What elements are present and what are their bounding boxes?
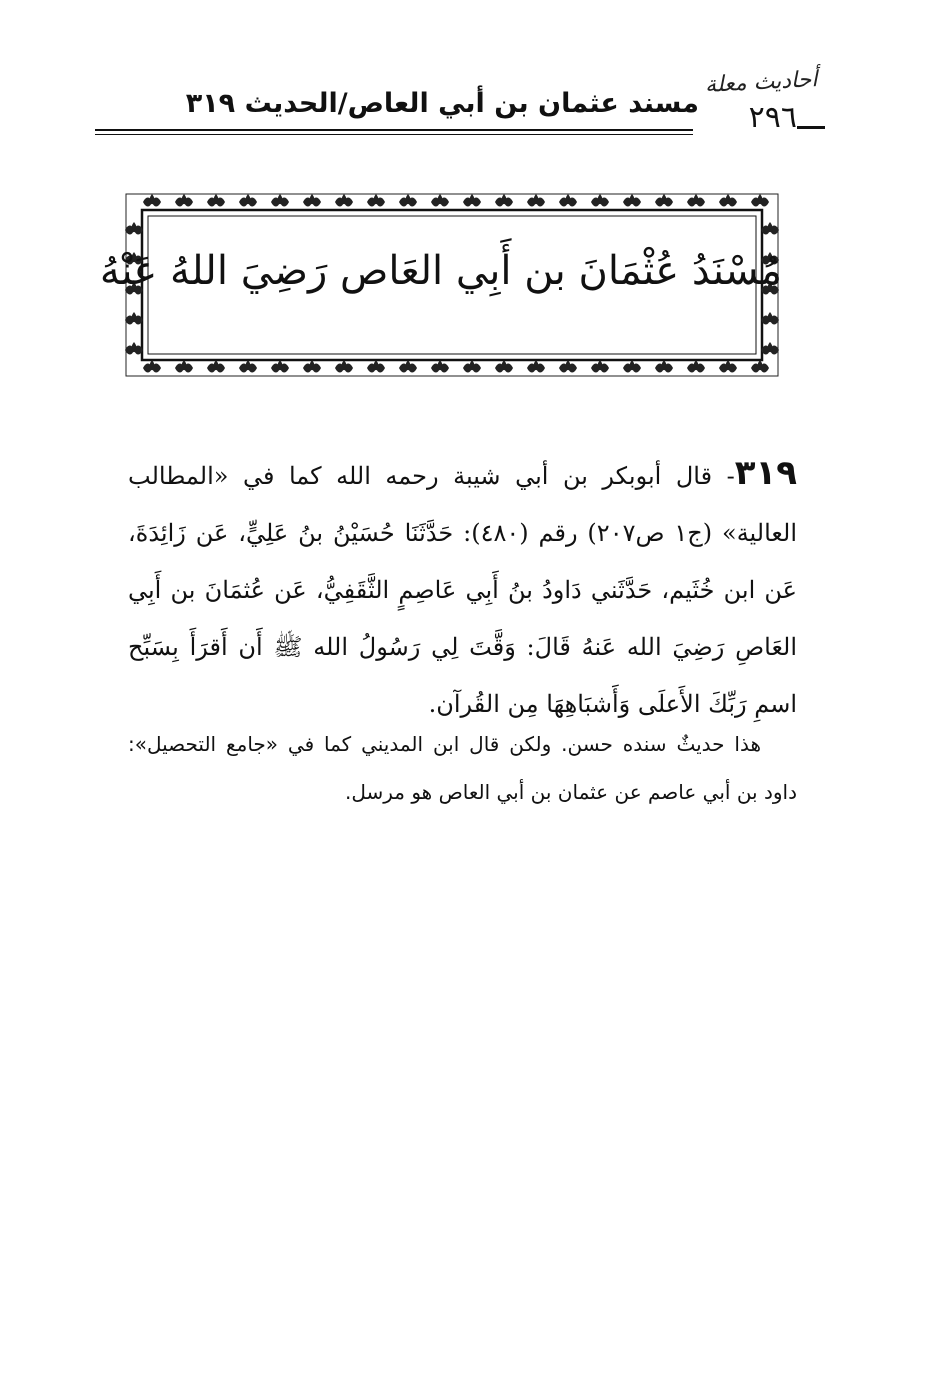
grading-paragraph xyxy=(128,720,797,816)
section-title: مُسْنَدُ عُثْمَانَ بن أَبِي العَاص رَضِيَ اللهُ عَنْهُ xyxy=(99,248,782,294)
ornamental-frame xyxy=(99,190,782,380)
running-title: مسند عثمان بن أبي العاص/الحديث ٣١٩ xyxy=(185,88,699,119)
hadith-text: قال أبوبكر بن أبي شيبة رحمه الله كما في «المطالب العالية» (ج١ ص٢٠٧) رقم (٤٨٠): حَدَّثَنَا حُسَيْنُ بنُ عَلِيٍّ، عَن زَائِدَةَ، عَن ابن خُثَيم، حَدَّثَني دَاودُ بنُ أَبِي عَاصِمٍ الثَّقَفِيُّ، عَن عُثمَانَ بن أَبِي العَاصِ رَضِيَ الله عَنهُ قَالَ: وَقَّتَ لِي رَسُولُ الله ﷺ أَن أَقرَأَ بِسَبِّح اسمِ رَبِّكَ الأَعلَى وَأَشبَاهِهَا مِن القُرآن. xyxy=(128,462,797,718)
grading-text: هذا حديثٌ سنده حسن. ولكن قال ابن المديني كما في «جامع التحصيل»: داود بن أبي عاصم عن عثمان بن أبي العاص هو مرسل. xyxy=(128,732,797,804)
hadith-separator: - xyxy=(712,462,735,490)
header-rule-thin xyxy=(95,134,693,135)
handwritten-note: أحاديث معلة xyxy=(704,67,818,98)
header-rule xyxy=(95,129,693,131)
hadith-paragraph xyxy=(128,445,797,733)
hadith-number: ٣١٩ xyxy=(734,453,797,493)
page-number-underline xyxy=(797,126,825,129)
page-number: ٢٩٦ xyxy=(748,100,797,135)
